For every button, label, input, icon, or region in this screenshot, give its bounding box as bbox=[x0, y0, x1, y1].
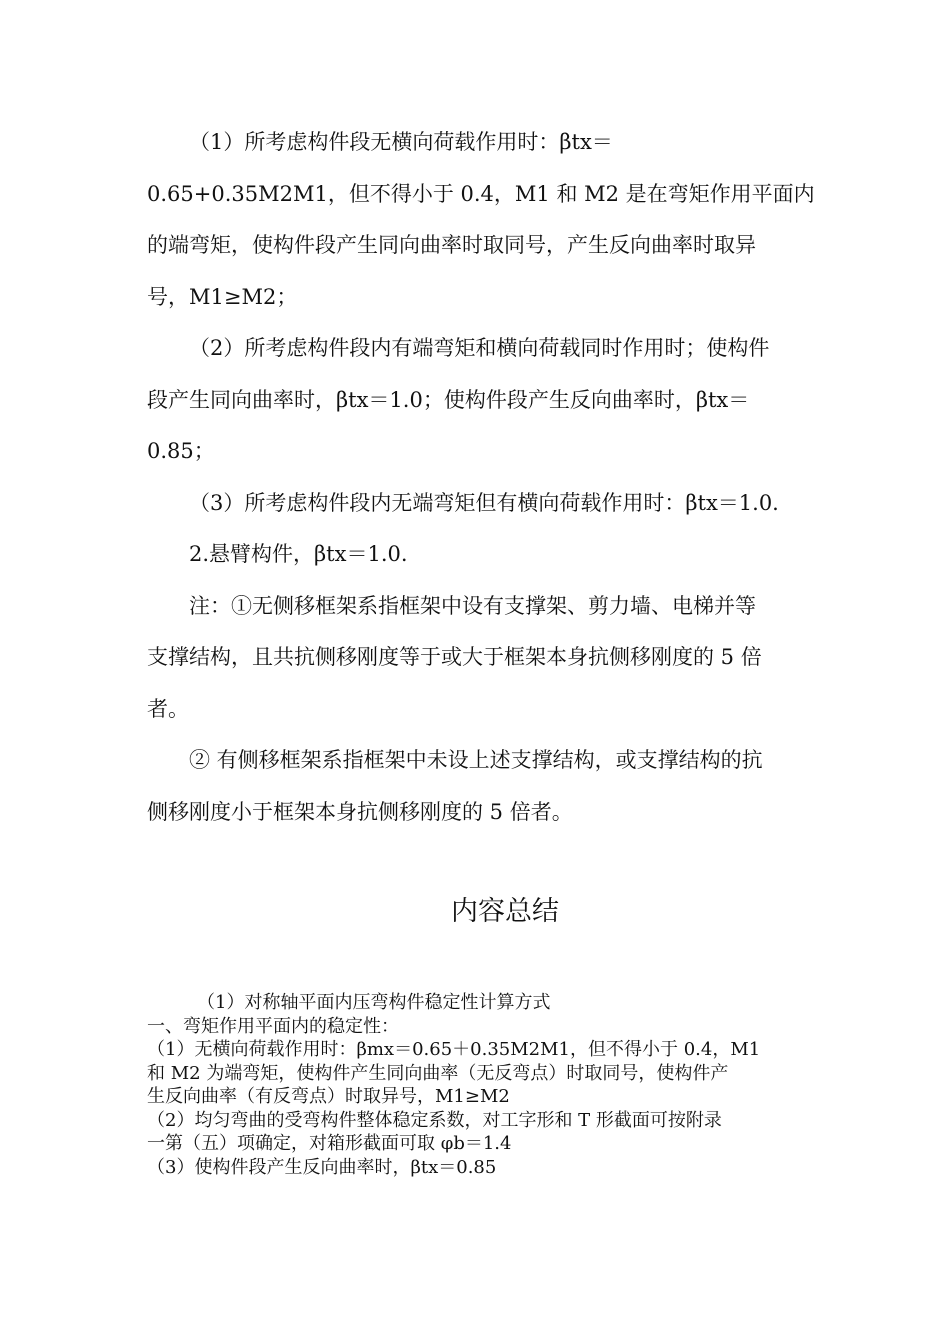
summary-line: 生反向曲率（有反弯点）时取异号，M1≥M2 bbox=[147, 1086, 510, 1107]
text-line: （3）所考虑构件段内无端弯矩但有横向荷载作用时：βtx＝1.0. bbox=[189, 490, 779, 515]
paragraph-case-2 bbox=[147, 323, 807, 478]
text-line: 者。 bbox=[147, 696, 189, 721]
summary-line: （3）使构件段产生反向曲率时，βtx＝0.85 bbox=[147, 1156, 497, 1178]
text-line: ② 有侧移框架系指框架中未设上述支撑结构，或支撑结构的抗 bbox=[189, 748, 763, 772]
paragraph-note-2 bbox=[147, 735, 807, 838]
paragraph-cantilever bbox=[147, 529, 807, 581]
summary-line: 一第（五）项确定，对箱形截面可取 φb＝1.4 bbox=[147, 1133, 512, 1154]
text-line: 号，M1≥M2； bbox=[147, 284, 298, 309]
summary-line: （1）无横向荷载作用时：βmx＝0.65＋0.35M2M1，但不得小于 0.4，M1 bbox=[147, 1039, 761, 1060]
text-line: （1）所考虑构件段无横向荷载作用时：βtx＝ bbox=[189, 130, 613, 154]
text-line: 0.85； bbox=[147, 439, 215, 463]
text-line: 0.65+0.35M2M1，但不得小于 0.4，M1 和 M2 是在弯矩作用平面内 bbox=[147, 181, 815, 206]
paragraph-note-1 bbox=[147, 581, 807, 736]
text-line: 2.悬臂构件，βtx＝1.0. bbox=[189, 542, 408, 566]
summary-line: 和 M2 为端弯矩，使构件产生同向曲率（无反弯点）时取同号，使构件产 bbox=[147, 1062, 729, 1084]
text-line: （2）所考虑构件段内有端弯矩和横向荷载同时作用时；使构件 bbox=[189, 336, 770, 360]
summary-text bbox=[147, 991, 817, 1179]
paragraph-case-1 bbox=[147, 117, 815, 323]
body-text bbox=[147, 117, 815, 838]
paragraph-case-3 bbox=[147, 478, 807, 530]
summary-line: （2）均匀弯曲的受弯构件整体稳定系数，对工字形和 T 形截面可按附录 bbox=[147, 1109, 722, 1131]
summary-line: 一、弯矩作用平面内的稳定性： bbox=[147, 1015, 399, 1037]
summary-line: （1）对称轴平面内压弯构件稳定性计算方式 bbox=[197, 992, 551, 1013]
text-line: 段产生同向曲率时，βtx＝1.0；使构件段产生反向曲率时，βtx＝ bbox=[147, 387, 750, 412]
text-line: 支撑结构，且共抗侧移刚度等于或大于框架本身抗侧移刚度的 5 倍 bbox=[147, 645, 762, 669]
text-line: 的端弯矩，使构件段产生同向曲率时取同号，产生反向曲率时取异 bbox=[147, 233, 756, 257]
text-line: 侧移刚度小于框架本身抗侧移刚度的 5 倍者。 bbox=[147, 799, 573, 824]
summary-heading: 内容总结 bbox=[451, 896, 559, 927]
text-line: 注：①无侧移框架系指框架中设有支撑架、剪力墙、电梯并等 bbox=[189, 593, 756, 618]
